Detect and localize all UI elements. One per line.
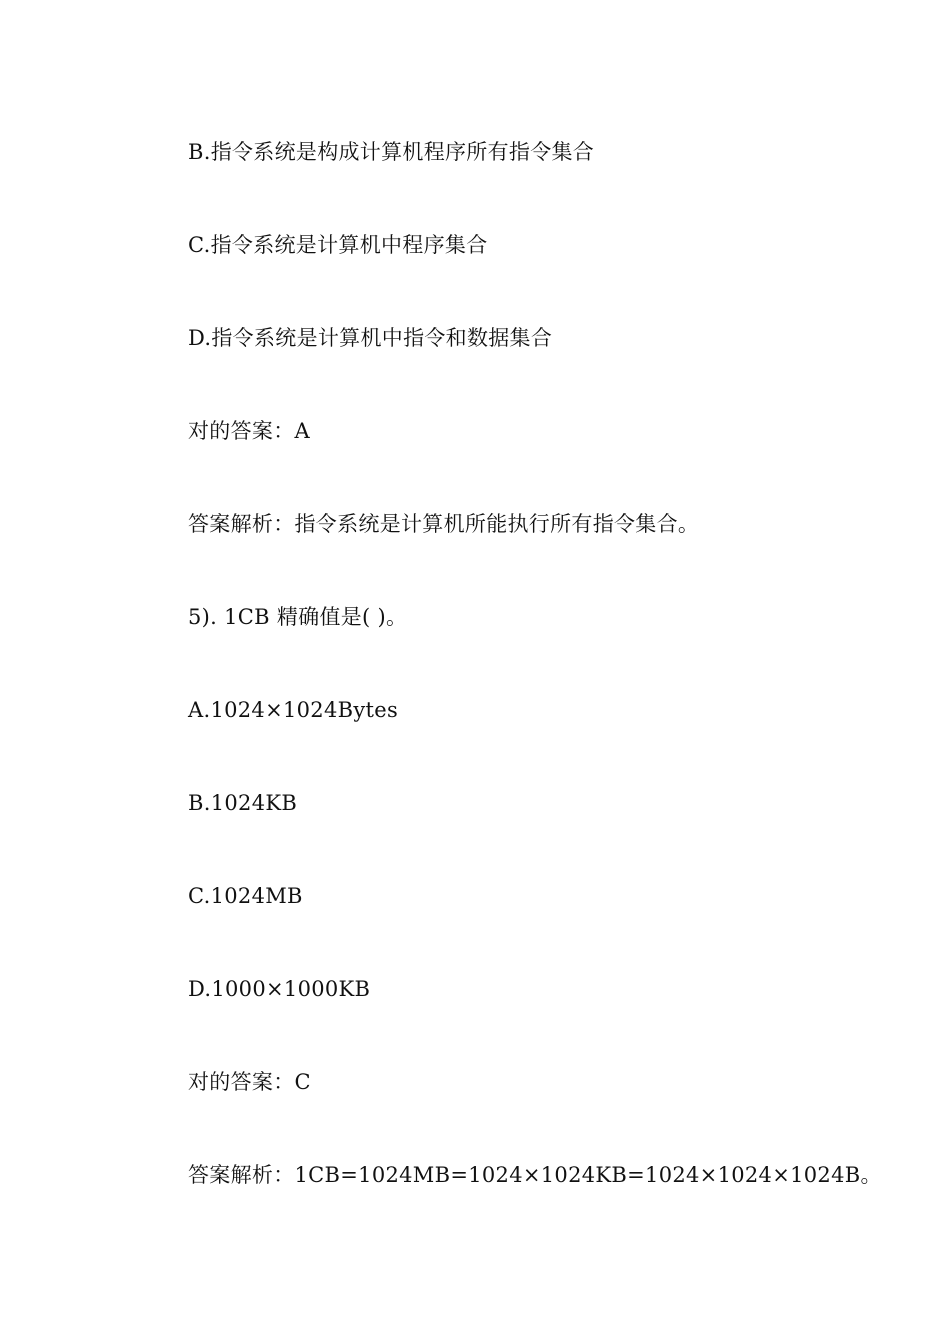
question-5-option-b: B.1024KB (188, 791, 298, 815)
question-5-option-a: A.1024×1024Bytes (188, 698, 399, 722)
question-5-correct-answer: 对的答案：C (188, 1070, 311, 1094)
correct-answer-previous-question: 对的答案：A (188, 419, 310, 443)
question-5-text: 5). 1CB 精确值是( )。 (188, 605, 408, 629)
option-c-previous-question: C.指令系统是计算机中程序集合 (188, 233, 488, 257)
option-d-previous-question: D.指令系统是计算机中指令和数据集合 (188, 326, 553, 350)
option-b-previous-question: B.指令系统是构成计算机程序所有指令集合 (188, 140, 595, 164)
answer-explanation-previous-question: 答案解析：指令系统是计算机所能执行所有指令集合。 (188, 512, 700, 536)
question-5-option-d: D.1000×1000KB (188, 977, 371, 1001)
question-5-option-c: C.1024MB (188, 884, 303, 908)
question-5-answer-explanation: 答案解析：1CB=1024MB=1024×1024KB=1024×1024×1024B。 (188, 1163, 882, 1187)
